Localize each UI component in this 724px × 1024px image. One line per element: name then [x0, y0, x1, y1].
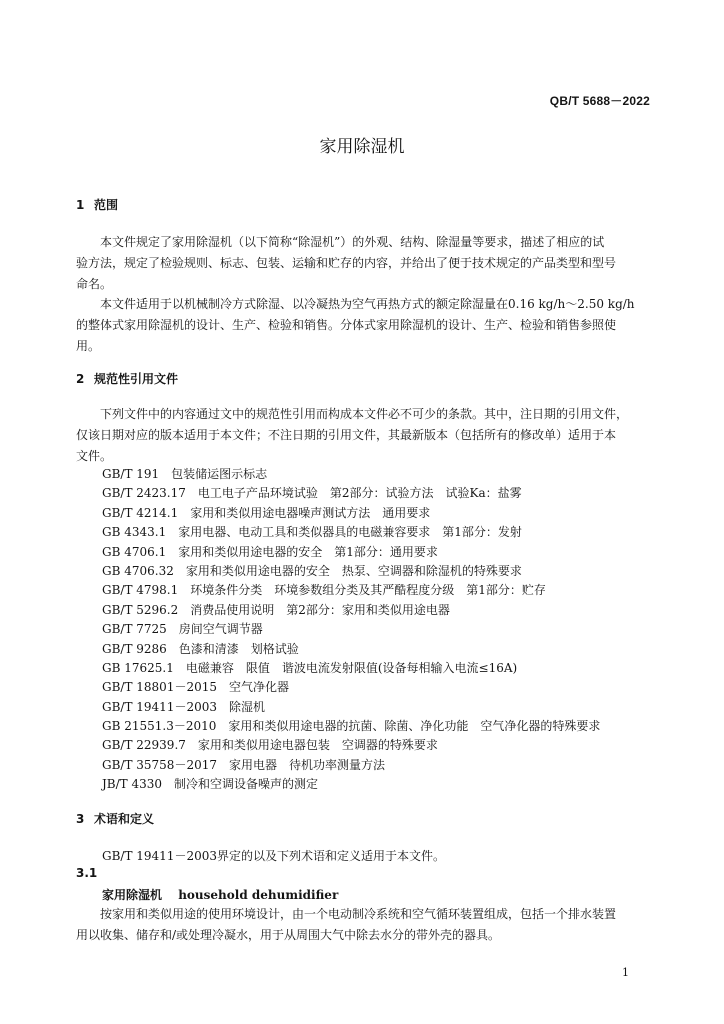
reference-item: GB/T 9286 色漆和清漆 划格试验 — [102, 641, 299, 656]
reference-item: GB/T 2423.17 电工电子产品环境试验 第2部分：试验方法 试验Ka：盐雾 — [102, 486, 522, 501]
reference-item: GB 17625.1 电磁兼容 限值 谐波电流发射限值(设备每相输入电流≤16A) — [102, 660, 518, 675]
reference-item: GB/T 35758－2017 家用电器 待机功率测量方法 — [102, 757, 385, 772]
reference-item: GB/T 19411－2003 除湿机 — [102, 699, 265, 714]
section-1-paragraph-1: 本文件规定了家用除湿机（以下简称“除湿机”）的外观、结构、除湿量等要求，描述了相应的试 验方法，规定了检验规则、标志、包装、运输和贮存的内容，并给出了便于技术规定的产品类型和型号 命名。 — [76, 235, 617, 291]
reference-item: GB/T 4798.1 环境条件分类 环境参数组分类及其严酷程度分级 第1部分：贮存 — [102, 583, 546, 598]
section-2-paragraph: 下列文件中的内容通过文中的规范性引用而构成本文件必不可少的条款。其中，注日期的引用文件， 仅该日期对应的版本适用于本文件；不注日期的引用文件，其最新版本（包括所有的修改单）适用于本 文件。 — [76, 407, 629, 463]
reference-item: GB/T 7725 房间空气调节器 — [102, 622, 263, 637]
term-chinese: 家用除湿机 — [102, 888, 163, 902]
reference-item: GB/T 191 包装储运图示标志 — [102, 467, 268, 481]
page-number: 1 — [622, 966, 629, 979]
reference-item: GB 4343.1 家用电器、电动工具和类似器具的电磁兼容要求 第1部分：发射 — [102, 525, 522, 540]
reference-item: GB/T 4214.1 家用和类似用途电器噪声测试方法 通用要求 — [102, 505, 431, 520]
reference-item: GB/T 5296.2 消费品使用说明 第2部分：家用和类似用途电器 — [102, 602, 450, 617]
reference-item: GB 21551.3－2010 家用和类似用途电器的抗菌、除菌、净化功能 空气净化器的特殊要求 — [102, 719, 601, 734]
reference-item: GB 4706.1 家用和类似用途电器的安全 第1部分：通用要求 — [102, 544, 438, 559]
term-definition: 按家用和类似用途的使用环境设计，由一个电动制冷系统和空气循环装置组成，包括一个排水装置 用以收集、储存和/或处理冷凝水，用于从周围大气中除去水分的带外壳的器具。 — [76, 907, 617, 942]
subclause-number: 3.1 — [76, 866, 98, 880]
term-entry — [102, 886, 338, 903]
section-1-heading: 1 范围 — [76, 198, 119, 212]
section-3-intro: GB/T 19411－2003界定的以及下列术语和定义适用于本文件。 — [102, 849, 445, 863]
document-title: 家用除湿机 — [319, 137, 405, 157]
section-2-heading: 2 规范性引用文件 — [76, 372, 179, 386]
standard-number: QB/T 5688－2022 — [549, 94, 650, 108]
reference-item: GB 4706.32 家用和类似用途电器的安全 热泵、空调器和除湿机的特殊要求 — [102, 563, 522, 578]
section-3-heading: 3 术语和定义 — [76, 812, 155, 826]
term-english: household dehumidifier — [178, 888, 339, 902]
reference-item: GB/T 22939.7 家用和类似用途电器包装 空调器的特殊要求 — [102, 738, 438, 753]
reference-item: GB/T 18801－2015 空气净化器 — [102, 680, 289, 695]
reference-list — [102, 465, 600, 795]
reference-item: JB/T 4330 制冷和空调设备噪声的测定 — [102, 777, 319, 792]
section-1-paragraph-2: 本文件适用于以机械制冷方式除湿、以冷凝热为空气再热方式的额定除湿量在0.16 kg/h～2.50 kg/h 的整体式家用除湿机的设计、生产、检验和销售。分体式家用除湿机的设计、生产、检验和销售参照使 用。 — [76, 297, 635, 353]
